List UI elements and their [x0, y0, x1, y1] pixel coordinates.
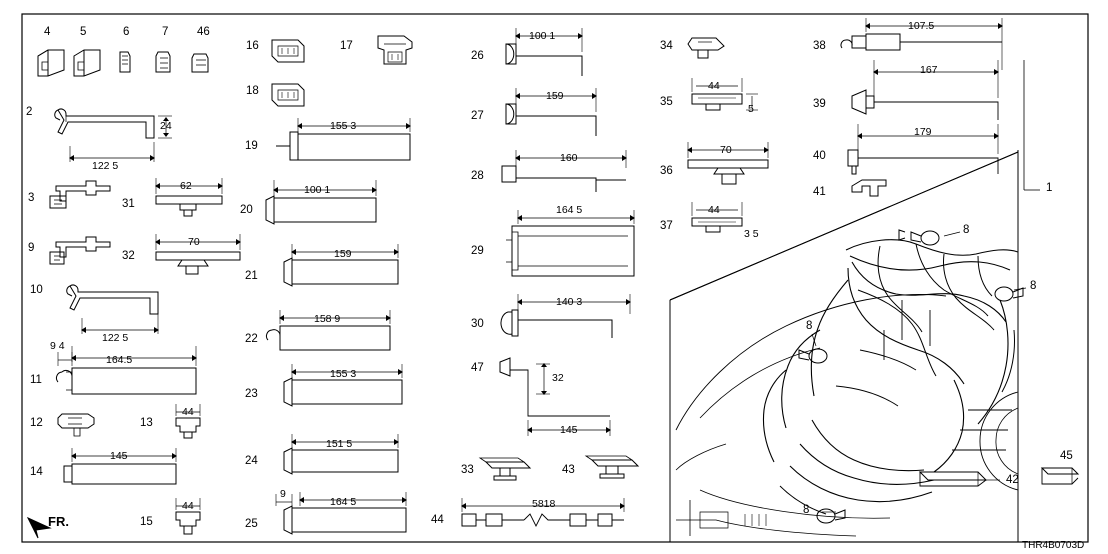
- callout-7: 7: [162, 26, 169, 38]
- dim-38-107-5: 107.5: [908, 20, 935, 32]
- callout-11: 11: [30, 374, 42, 386]
- diagram-code: THR4B0703D: [1022, 540, 1085, 551]
- callout-31: 31: [122, 198, 135, 210]
- dim-39-167: 167: [920, 64, 938, 76]
- callout-25: 25: [245, 518, 258, 530]
- dim-35-44: 44: [708, 80, 720, 92]
- dim-2-122-5: 122 5: [92, 160, 119, 172]
- callout-21: 21: [245, 270, 258, 282]
- callout-30: 30: [471, 318, 484, 330]
- callout-40: 40: [813, 150, 826, 162]
- dim-24-151-5: 151 5: [326, 438, 353, 450]
- dim-40-179: 179: [914, 126, 932, 138]
- callout-28: 28: [471, 170, 484, 182]
- harness-callout-8-a: 8: [963, 224, 970, 236]
- callout-15: 15: [140, 516, 153, 528]
- dim-22-158-9: 158 9: [314, 313, 341, 325]
- dim-23-155-3: 155 3: [330, 368, 357, 380]
- callout-20: 20: [240, 204, 253, 216]
- dim-21-159: 159: [334, 248, 352, 260]
- dim-10-122-5: 122 5: [102, 332, 129, 344]
- callout-34: 34: [660, 40, 673, 52]
- callout-38: 38: [813, 40, 826, 52]
- callout-32: 32: [122, 250, 135, 262]
- callout-35: 35: [660, 96, 673, 108]
- callout-19: 19: [245, 140, 258, 152]
- dim-30-140-3: 140 3: [556, 296, 583, 308]
- callout-45: 45: [1060, 450, 1073, 462]
- dim-47-145: 145: [560, 424, 578, 436]
- dim-36-70: 70: [720, 144, 732, 156]
- harness-callout-8-d: 8: [803, 504, 810, 516]
- callout-47: 47: [471, 362, 484, 374]
- dim-27-159: 159: [546, 90, 564, 102]
- callout-23: 23: [245, 388, 258, 400]
- dim-19-155-3: 155 3: [330, 120, 357, 132]
- callout-9: 9: [28, 242, 35, 254]
- dim-2-24: 24: [160, 120, 172, 132]
- dim-11-9-4: 9 4: [50, 340, 65, 352]
- dim-20-100-1: 100 1: [304, 184, 331, 196]
- dim-28-160: 160: [560, 152, 578, 164]
- callout-42: 42: [1006, 474, 1019, 486]
- callout-43: 43: [562, 464, 575, 476]
- dim-26-100-1: 100 1: [529, 30, 556, 42]
- dim-37-3-5: 3 5: [744, 228, 759, 240]
- callout-6: 6: [123, 26, 130, 38]
- callout-37: 37: [660, 220, 673, 232]
- callout-27: 27: [471, 110, 484, 122]
- callout-24: 24: [245, 455, 258, 467]
- callout-29: 29: [471, 245, 484, 257]
- dim-37-44: 44: [708, 204, 720, 216]
- callout-10: 10: [30, 284, 43, 296]
- callout-33: 33: [461, 464, 474, 476]
- callout-4: 4: [44, 26, 51, 38]
- dim-15-44: 44: [182, 500, 194, 512]
- dim-32-70: 70: [188, 236, 200, 248]
- dim-47-32: 32: [552, 372, 564, 384]
- dim-31-62: 62: [180, 180, 192, 192]
- callout-36: 36: [660, 165, 673, 177]
- callout-12: 12: [30, 417, 43, 429]
- dim-13-44: 44: [182, 406, 194, 418]
- callout-41: 41: [813, 186, 826, 198]
- callout-39: 39: [813, 98, 826, 110]
- harness-callout-8-b: 8: [1030, 280, 1037, 292]
- dim-29-164-5: 164 5: [556, 204, 583, 216]
- callout-18: 18: [246, 85, 259, 97]
- callout-26: 26: [471, 50, 484, 62]
- dim-35-5: 5: [748, 103, 754, 115]
- callout-22: 22: [245, 333, 258, 345]
- callout-2: 2: [26, 106, 33, 118]
- harness-callout-8-c: 8: [806, 320, 813, 332]
- callout-46: 46: [197, 26, 210, 38]
- callout-5: 5: [80, 26, 87, 38]
- dim-25-9: 9: [280, 488, 286, 500]
- callout-14: 14: [30, 466, 43, 478]
- dim-11-164-5: 164.5: [106, 354, 133, 366]
- callout-17: 17: [340, 40, 353, 52]
- dim-44-5818: 5818: [532, 498, 556, 510]
- callout-13: 13: [140, 417, 153, 429]
- callout-1: 1: [1046, 182, 1053, 194]
- callout-3: 3: [28, 192, 35, 204]
- front-direction-label: FR.: [48, 514, 69, 529]
- callout-16: 16: [246, 40, 259, 52]
- dim-25-164-5: 164 5: [330, 496, 357, 508]
- callout-44: 44: [431, 514, 444, 526]
- dim-14-145: 145: [110, 450, 128, 462]
